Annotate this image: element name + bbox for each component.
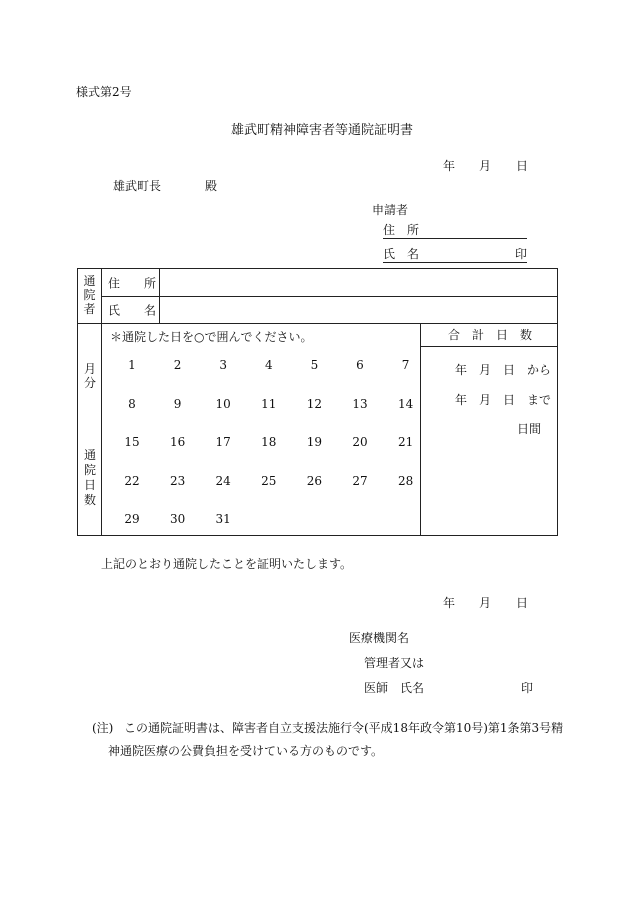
calendar-day[interactable]: 27 [352,473,368,488]
calendar-day[interactable]: 3 [219,358,227,372]
calendar-day[interactable]: 29 [124,512,140,526]
calendar-day[interactable]: 11 [261,396,277,411]
calendar-day[interactable]: 28 [397,473,414,488]
note-line-1: この通院証明書は、障害者自立支援法施行令(平成18年政令第10号)第1条第3号精 [124,721,564,735]
patient-header-cell [78,269,102,324]
patient-address-label: 住 所 [108,276,157,290]
date-month: 月 [479,159,492,173]
institution-seal: 印 [521,681,534,695]
days-label: 通 院 日 数 [83,448,96,507]
patient-name-input[interactable] [160,297,558,324]
note-mark: (注) [92,721,114,735]
calendar-day[interactable]: 30 [169,512,186,526]
applicant-name-field[interactable] [383,248,527,263]
total-to-line[interactable]: 年 月 日 まで [455,393,552,407]
calendar-day[interactable]: 18 [261,435,277,449]
patient-address-label-cell [102,269,160,297]
calendar-day[interactable]: 7 [401,358,410,372]
calendar-day[interactable]: 8 [128,396,136,411]
total-days-unit[interactable]: 日間 [517,422,542,436]
date2-day: 日 [516,596,529,610]
calendar-day[interactable]: 16 [169,435,186,449]
date2-month: 月 [479,596,492,610]
total-days-header-box [421,324,557,347]
calendar-day[interactable]: 4 [264,358,273,372]
addressee-honorific: 殿 [205,179,218,193]
calendar-day[interactable]: 17 [215,435,231,449]
month-days-label-cell [78,324,102,536]
date-year: 年 [443,159,456,173]
calendar-day[interactable]: 13 [352,396,368,411]
calendar-day[interactable]: 15 [124,435,140,449]
form-number: 様式第2号 [76,85,132,99]
total-from-line[interactable]: 年 月 日 から [455,363,552,377]
date-day: 日 [516,159,529,173]
calendar-cell [102,324,421,536]
page-title: 雄武町精神障害者等通院証明書 [231,123,414,138]
calendar-day[interactable]: 14 [397,396,414,411]
institution-doctor-label: 医師 氏名 [364,681,425,695]
calendar-instruction: ＊通院した日を○で囲んでください。 [110,330,313,344]
certify-text: 上記のとおり通院したことを証明いたします。 [101,557,353,571]
month-label: 月 分 [83,362,96,391]
calendar-day[interactable]: 9 [173,396,182,411]
calendar-day[interactable]: 25 [261,473,277,488]
applicant-seal: 印 [514,247,527,261]
institution-name-label: 医療機関名 [349,631,410,645]
calendar-day[interactable]: 23 [169,473,186,488]
calendar-day[interactable]: 21 [397,435,414,449]
calendar-day[interactable]: 6 [356,358,364,372]
patient-address-input[interactable] [160,269,558,297]
certificate-table [77,268,558,536]
note-line-2: 神通院医療の公費負担を受けている方のものです。 [108,744,384,758]
addressee-name: 雄武町長 [113,179,162,193]
patient-name-label: 氏 名 [108,303,157,318]
calendar-day[interactable]: 12 [306,396,323,411]
total-days-header: 合 計 日 数 [448,328,533,342]
calendar-day[interactable]: 1 [128,358,136,372]
patient-header: 通 院 者 [83,274,96,316]
institution-manager-label: 管理者又は [364,656,425,670]
total-days-cell [421,324,558,536]
calendar-day[interactable]: 24 [215,473,231,488]
calendar [102,324,420,535]
calendar-day[interactable]: 10 [215,396,231,411]
calendar-day[interactable]: 26 [306,473,323,488]
applicant-label: 申請者 [372,203,409,217]
applicant-name-label: 氏 名 [383,247,420,261]
calendar-day[interactable]: 2 [173,358,182,372]
applicant-address-label: 住 所 [383,223,420,237]
calendar-day[interactable]: 19 [306,435,323,449]
calendar-day[interactable]: 22 [124,473,140,488]
calendar-day[interactable]: 5 [310,358,319,372]
date2-year: 年 [443,596,456,610]
patient-name-label-cell [102,297,160,324]
applicant-address-field[interactable] [383,224,527,239]
calendar-day[interactable]: 20 [352,435,368,449]
calendar-day[interactable]: 31 [215,512,231,526]
